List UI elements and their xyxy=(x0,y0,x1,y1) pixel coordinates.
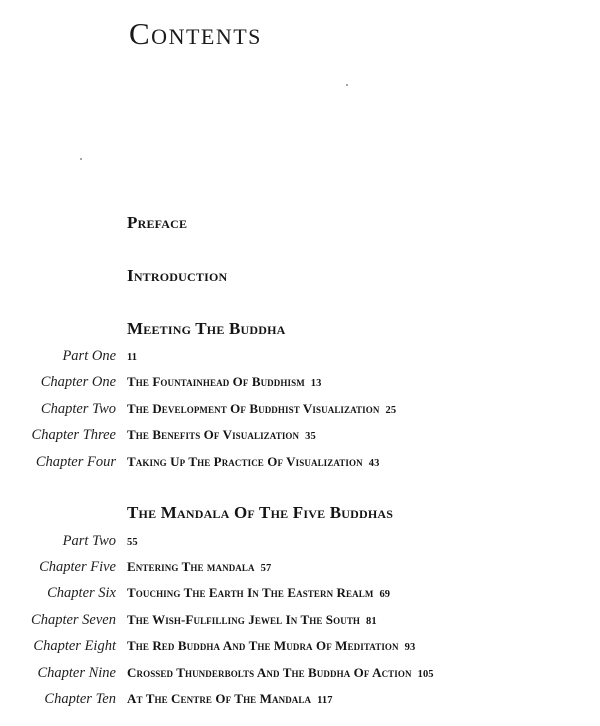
toc-entry-label: Part Two xyxy=(62,533,116,549)
toc-entry-chapter-six xyxy=(0,585,600,605)
toc-entry-page: 93 xyxy=(404,642,416,653)
section-heading-preface: Preface xyxy=(127,213,188,232)
toc-entry-title xyxy=(127,638,415,654)
scan-speck xyxy=(346,84,348,86)
section-heading-meeting-the-buddha: Meeting The Buddha xyxy=(127,319,286,338)
toc-entry-title-text: Taking Up The Practice Of Visualization xyxy=(127,454,363,469)
toc-entry-label: Chapter One xyxy=(40,374,116,390)
toc-entry-title-text: The Benefits Of Visualization xyxy=(127,427,300,442)
section-heading-mandala-five-buddhas: The Mandala Of The Five Buddhas xyxy=(127,503,394,522)
toc-entry-title-text: Entering The mandala xyxy=(127,559,255,574)
toc-entry-part-one xyxy=(0,348,600,368)
toc-entry-label: Chapter Three xyxy=(31,427,116,443)
scan-speck xyxy=(80,158,82,160)
toc-entry-chapter-nine xyxy=(0,665,600,685)
toc-entry-label: Chapter Four xyxy=(35,454,116,470)
toc-entry-label: Chapter Ten xyxy=(44,691,116,707)
toc-entry-chapter-four xyxy=(0,454,600,474)
toc-entry-title-text: Touching The Earth In The Eastern Realm xyxy=(127,585,374,600)
toc-entry-title xyxy=(127,454,379,470)
toc-entry-label: Chapter Seven xyxy=(31,612,116,628)
toc-entry-label: Chapter Five xyxy=(39,559,116,575)
toc-entry-title-text: The Development Of Buddhist Visualization xyxy=(127,401,380,416)
toc-entry-chapter-seven xyxy=(0,612,600,632)
toc-entry-label: Chapter Six xyxy=(47,585,116,601)
toc-entry-label: Chapter Nine xyxy=(37,665,116,681)
toc-entry-chapter-eight xyxy=(0,638,600,658)
toc-entry-title xyxy=(127,348,137,364)
toc-entry-title-text: The Red Buddha And The Mudra Of Meditation xyxy=(127,638,399,653)
toc-entry-title xyxy=(127,665,434,681)
toc-entry-title xyxy=(127,585,390,601)
toc-entry-title xyxy=(127,374,322,390)
toc-entry-title-text: At The Centre Of The Mandala xyxy=(127,691,312,706)
toc-entry-title-text: Crossed Thunderbolts And The Buddha Of Action xyxy=(127,665,412,680)
toc-entry-page: 81 xyxy=(366,616,377,627)
toc-entry-page: 105 xyxy=(417,669,434,680)
toc-entry-chapter-one xyxy=(0,374,600,394)
toc-entry-title xyxy=(127,691,333,707)
toc-entry-page: 35 xyxy=(305,431,316,442)
toc-entry-title xyxy=(127,612,377,628)
toc-entry-page: 13 xyxy=(310,378,322,389)
toc-entry-chapter-five xyxy=(0,559,600,579)
toc-entry-page: 55 xyxy=(127,537,138,548)
toc-entry-page: 11 xyxy=(127,352,138,363)
toc-entry-title-text: The Wish-Fulfilling Jewel In The South xyxy=(127,612,361,627)
toc-entry-label: Part One xyxy=(62,348,116,364)
toc-entry-page: 43 xyxy=(368,458,380,469)
toc-entry-page: 117 xyxy=(317,695,333,706)
toc-entry-title-text: The Fountainhead Of Buddhism xyxy=(127,374,305,389)
section-heading-introduction: Introduction xyxy=(127,266,228,285)
toc-entry-title xyxy=(127,401,396,417)
toc-entry-chapter-three xyxy=(0,427,600,447)
toc-entry-page: 69 xyxy=(379,589,391,600)
toc-entry-title xyxy=(127,559,271,575)
toc-entry-page: 57 xyxy=(260,563,272,574)
toc-entry-label: Chapter Eight xyxy=(33,638,116,654)
toc-entry-part-two xyxy=(0,533,600,553)
toc-entry-title xyxy=(127,427,316,443)
page-title: Contents xyxy=(129,16,262,51)
toc-entry-label: Chapter Two xyxy=(40,401,116,417)
toc-entry-chapter-two xyxy=(0,401,600,421)
toc-entry-page: 25 xyxy=(385,405,397,416)
toc-entry-chapter-ten xyxy=(0,691,600,711)
toc-entry-title xyxy=(127,533,138,549)
